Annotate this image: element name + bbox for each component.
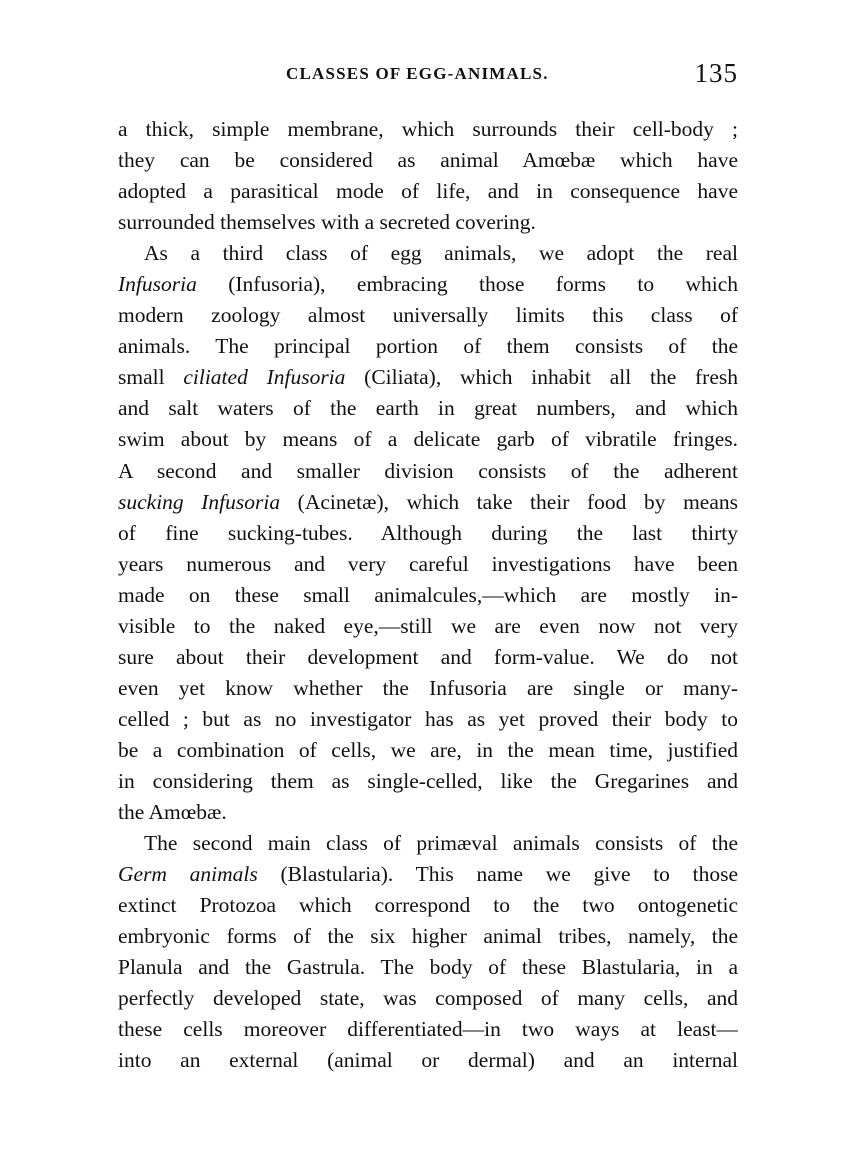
text-line [118,176,738,207]
text-line [118,145,738,176]
text-segment: (Acinetæ), which take their food by means [280,489,738,514]
text-segment: (Blastularia). This name we give to those [257,862,738,887]
text-line [118,580,738,611]
text-segment: even yet know whether the Infusoria are single or many- [118,675,738,700]
text-segment: the Amœbæ. [118,800,227,825]
text-line [118,549,738,580]
text-segment: A second and smaller division consists of the adherent [118,458,738,483]
text-segment: of fine sucking-tubes. Although during the last thirty [118,520,738,545]
text-line [118,269,738,300]
text-segment: The second main class of primæval animals consists of the [144,831,738,856]
text-line [118,1014,738,1045]
text-segment: Planula and the Gastrula. The body of these Blastularia, in a [118,955,738,980]
text-line [118,952,738,983]
text-segment: small [118,365,184,390]
text-line [118,331,738,362]
text-segment: celled ; but as no investigator has as yet proved their body to [118,706,738,731]
text-segment: extinct Protozoa which correspond to the two ontogenetic [118,893,738,918]
text-segment: modern zoology almost universally limits this class of [118,303,738,328]
text-line [118,393,738,424]
text-segment: sure about their development and form-value. We do not [118,644,738,669]
text-segment: (Ciliata), which inhabit all the fresh [345,365,738,390]
italic-term: Germ animals [118,862,258,887]
text-line [118,114,738,145]
text-line [118,238,738,269]
text-line [118,487,738,518]
text-line [118,983,738,1014]
text-line [118,921,738,952]
text-segment: made on these small animalcules,—which are mostly in- [118,582,738,607]
text-line [118,828,738,859]
text-line [118,704,738,735]
text-line [118,890,738,921]
text-segment: visible to the naked eye,—still we are even now not very [118,613,738,638]
text-line [118,300,738,331]
text-segment: and salt waters of the earth in great numbers, and which [118,396,738,421]
text-line [118,424,738,455]
page-header [118,58,738,98]
text-line [118,207,738,238]
text-line [118,456,738,487]
text-line [118,642,738,673]
text-line [118,1045,738,1076]
text-segment: animals. The principal portion of them consists of the [118,334,738,359]
text-segment: perfectly developed state, was composed of many cells, and [118,986,738,1011]
text-line [118,766,738,797]
running-title: CLASSES OF EGG-ANIMALS. [286,64,549,83]
text-segment: (Infusoria), embracing those forms to which [196,272,738,297]
text-segment: swim about by means of a delicate garb of vibratile fringes. [118,427,738,452]
text-segment: As a third class of egg animals, we adopt the real [144,241,738,266]
text-segment: adopted a parasitical mode of life, and in consequence have [118,179,738,204]
text-segment: embryonic forms of the six higher animal tribes, namely, the [118,924,738,949]
text-segment: be a combination of cells, we are, in the mean time, justified [118,737,738,762]
text-segment: they can be considered as animal Amœbæ which have [118,148,738,173]
text-line [118,362,738,393]
text-line [118,518,738,549]
italic-term: sucking Infusoria [118,489,281,514]
text-segment: surrounded themselves with a secreted covering. [118,210,536,235]
italic-term: ciliated Infusoria [183,365,346,390]
text-segment: these cells moreover differentiated—in two ways at least— [118,1017,738,1042]
text-line [118,735,738,766]
page-number: 135 [694,58,738,88]
text-segment: a thick, simple membrane, which surrounds their cell-body ; [118,117,738,141]
text-line [118,859,738,890]
text-segment: years numerous and very careful investigations have been [118,551,738,576]
text-segment: in considering them as single-celled, like the Gregarines and [118,768,738,793]
italic-term: Infusoria [118,272,197,297]
body-text [118,114,738,1076]
text-line [118,797,738,828]
text-line [118,673,738,704]
text-segment: into an external (animal or dermal) and an internal [118,1048,738,1073]
text-line [118,611,738,642]
